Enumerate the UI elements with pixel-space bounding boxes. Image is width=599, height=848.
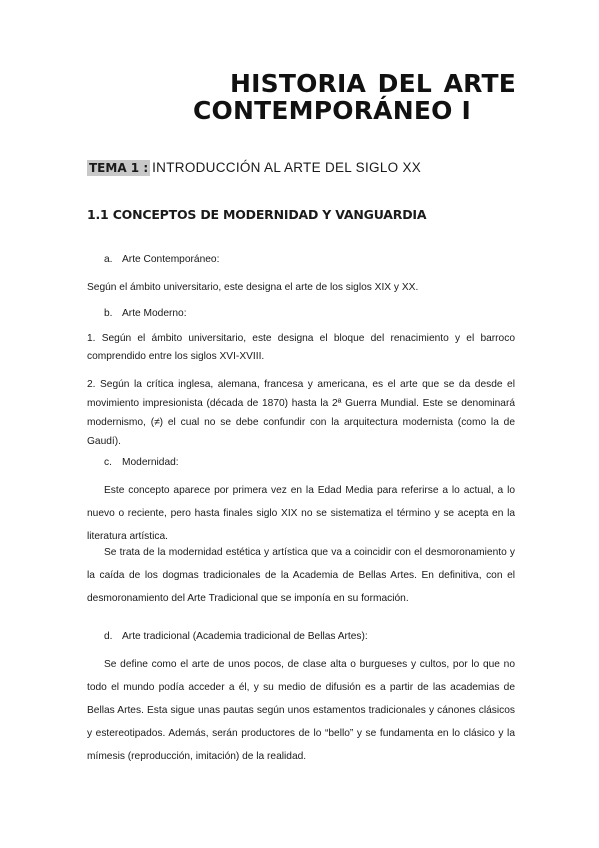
document-title-line-2: CONTEMPORÁNEO I: [193, 96, 471, 125]
tema-label: TEMA 1 :: [89, 161, 149, 175]
section-heading: 1.1 CONCEPTOS DE MODERNIDAD Y VANGUARDIA: [87, 207, 427, 222]
list-marker: b.: [104, 308, 113, 319]
paragraph-contemporaneo: Según el ámbito universitario, este designa el arte de los siglos XIX y XX.: [87, 282, 419, 293]
list-item-a: [104, 252, 219, 268]
list-item-label: Arte Moderno:: [122, 308, 187, 319]
list-item-c: [104, 455, 179, 471]
tema-title: INTRODUCCIÓN AL ARTE DEL SIGLO XX: [152, 160, 422, 175]
document-title-line-1: [230, 70, 516, 98]
title-word: ARTE: [443, 69, 516, 98]
list-item-label: Arte tradicional (Academia tradicional de Bellas Artes):: [122, 631, 368, 642]
list-item-b: [104, 306, 187, 322]
paragraph-modernidad-1: Este concepto aparece por primera vez en la Edad Media para referirse a lo actual, a lo nuevo o reciente, pero hasta finales siglo XIX no se sistematiza el término y se acepta en la literatura artística.: [87, 485, 515, 542]
paragraph-tradicional: Se define como el arte de unos pocos, de clase alta o burgueses y cultos, por lo que no todo el mundo podía acceder a él, y su medio de difusión es a partir de las academias de Bellas Artes. Esta sigue unas pautas según unos estamentos tradicionales y cánones clásicos y estereotipados. Además, serán productores de lo “bello” y se fundamenta en lo clásico y la mímesis (reproducción, imitación) de la realidad.: [87, 659, 515, 762]
paragraph-moderno-1: 1. Según el ámbito universitario, este designa el bloque del renacimiento y el barroco comprendido entre los siglos XVI-XVIII.: [87, 333, 515, 362]
list-item-label: Arte Contemporáneo:: [122, 254, 220, 265]
list-marker: c.: [104, 457, 112, 468]
list-marker: a.: [104, 254, 113, 265]
title-word: HISTORIA: [230, 69, 367, 98]
list-marker: d.: [104, 631, 113, 642]
list-item-d: [104, 629, 368, 645]
paragraph-moderno-2: 2. Según la crítica inglesa, alemana, francesa y americana, es el arte que se da desde el movimiento impresionista (década de 1870) hasta la 2ª Guerra Mundial. Este se denominará modernismo, (≠) el cual no se debe confundir con la arquitectura modernista (como la de Gaudí).: [87, 379, 515, 447]
list-item-label: Modernidad:: [122, 457, 179, 468]
title-word: DEL: [377, 69, 432, 98]
tema-heading: [87, 159, 421, 177]
paragraph-modernidad-2: Se trata de la modernidad estética y artística que va a coincidir con el desmoronamiento y la caída de los dogmas tradicionales de la Academia de Bellas Artes. En definitiva, con el desmoronamiento del Arte Tradicional que se imponía en su formación.: [87, 547, 515, 604]
